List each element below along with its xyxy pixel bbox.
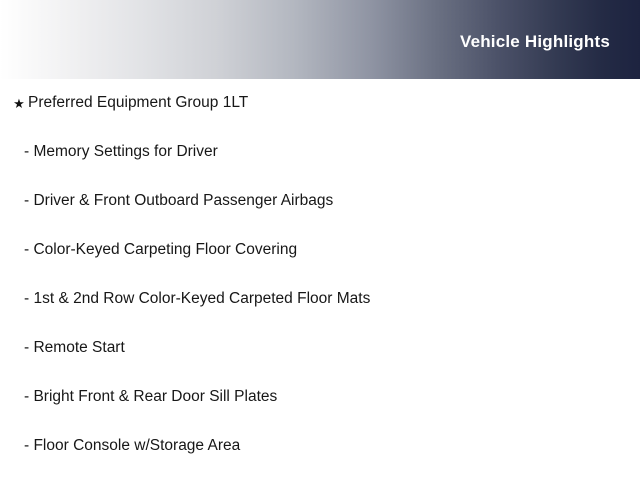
list-item-label: - Memory Settings for Driver [24, 143, 218, 160]
list-item [0, 338, 640, 387]
bottom-spacer [0, 471, 640, 480]
list-item [0, 142, 640, 191]
list-item [0, 191, 640, 240]
list-item-label: - 1st & 2nd Row Color-Keyed Carpeted Floor Mats [24, 290, 371, 307]
header-banner [0, 0, 640, 79]
list-item [0, 289, 640, 338]
page-title: Vehicle Highlights [459, 31, 610, 51]
list-item-label: - Driver & Front Outboard Passenger Airbags [24, 192, 334, 209]
list-item-label: - Remote Start [24, 339, 125, 356]
list-item [0, 240, 640, 289]
list-item-label: - Floor Console w/Storage Area [24, 437, 241, 454]
list-item [0, 93, 640, 142]
list-item-label: - Bright Front & Rear Door Sill Plates [24, 388, 278, 405]
list-item-label: Preferred Equipment Group 1LT [28, 94, 249, 111]
highlights-list [0, 79, 640, 485]
list-item-label: - Color-Keyed Carpeting Floor Covering [24, 241, 298, 258]
star-icon: ★ [13, 96, 25, 111]
list-item [0, 387, 640, 436]
